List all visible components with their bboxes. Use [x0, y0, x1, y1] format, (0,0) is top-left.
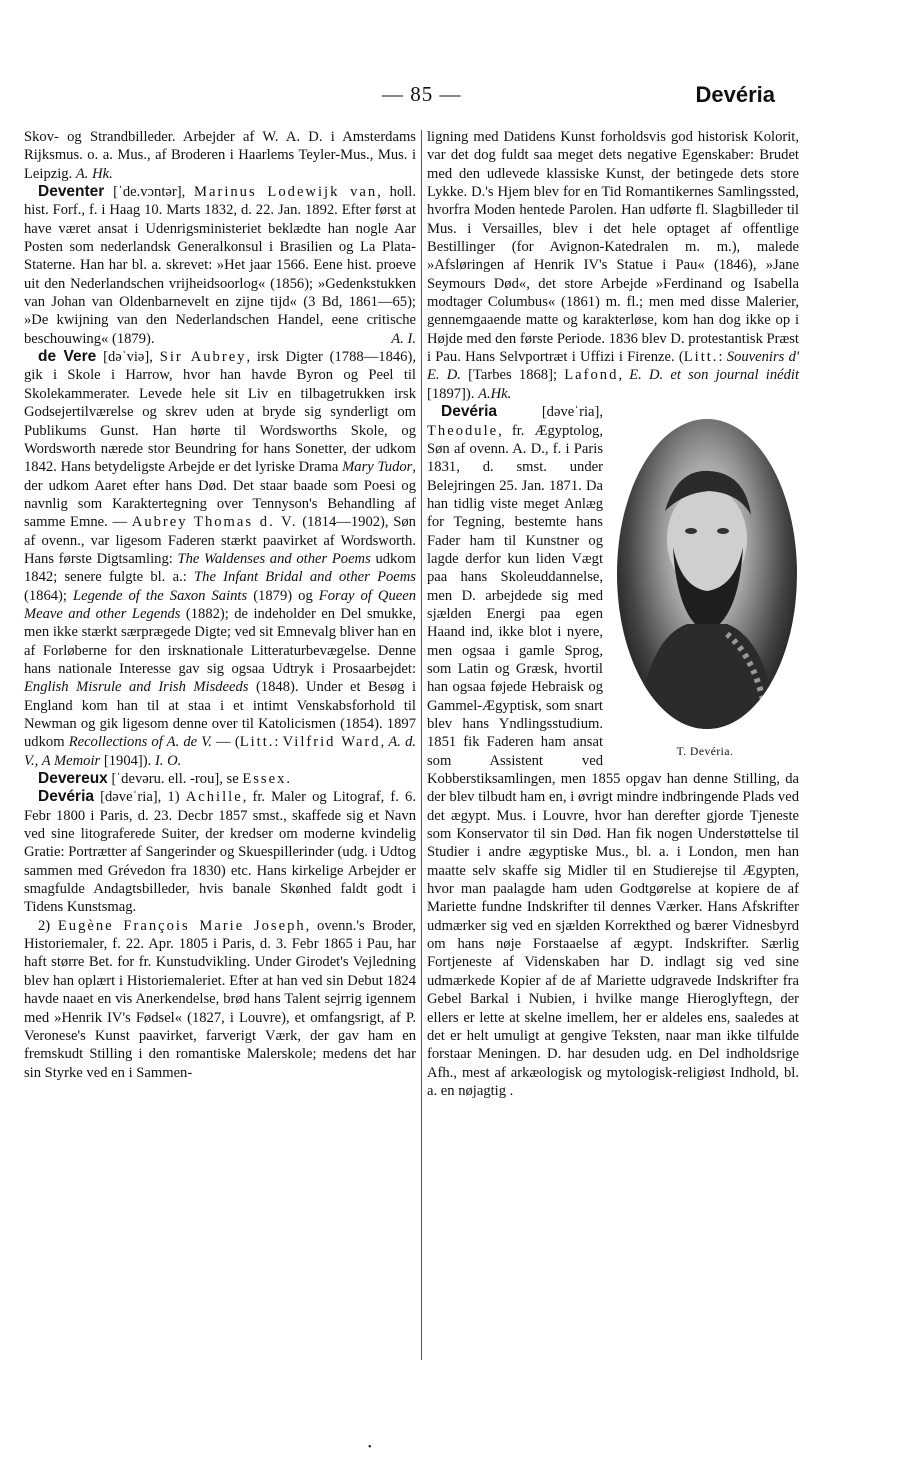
text: Skov- og Strandbilleder. Arbejder af W. A. D. i Amsterdams Rijksmus. o. a. Mus., af Broderen i Haarlems Teyler-Mus., Mus. i Leipzig. — [24, 129, 416, 182]
entry-text: : — [718, 349, 727, 366]
portrait-image — [617, 419, 797, 729]
headword-devereux: Devereux — [38, 770, 108, 788]
entry-text: , fr. Ægyptolog, Søn af ovenn. A. D., f. i Paris 1831, d. smst. under Belejringen 25. Jan. 1871. Da han tidlig viste meget Anlæg for Tegning, bestemte hans Fader ham til Kunstner og lagde derfor kun liden Vægt paa hans Skoleuddannelse, men D. arbejdede sig med sjælden Energi paa egen Haand ind, ikke blot i nyere, men ogsaa i gamle Sprog, som Latin og Græsk, hvortil han ogsaa føjede Hebraisk og Gammel-Ægyptisk, som snart blev hans Yndlingsstudium. 1851 fik Faderen ham ansat som Assistent ved Kobberstiksamlingen, men 1855 opgav han denne Stilling, da der blev tilbudt ham en, i øvrigt mindre indbringende Plads ved det ægypt. Mus. i Louvre, hvor han derefter gjorde Tjeneste som Konservator til sin Død. Han fik nogen Understøttelse til Studier i andre ægyptiske Mus., bl. a. i London, men han maatte selv skaffe sig Midler til en Studierejse til Ægypten, hvor man paalagde ham uden Godtgørelse at kopiere de af Mariette fundne Indskrifter til dennes Værker. Hans Afskrifter udmærker sig ved en sjælden Korrekthed og bærer Vidnesbyrd om hans nøje Forstaaelse af ægypt. Indskrifter. Særlig Fortjeneste af Videnskaben har D. indlagt sig ved sine udmærkede Kopier af de af Mariette udgravede Indskrifter fra Gebel Barkal i Nubien, i hvilke mange Hieroglyftegn, der ellers er lette at skelne imellem, her er aldeles ens, saaledes at det er helt umuligt at gengive Teksten, naar man ikke tilfulde forstaar Meningen. D. har desuden udg. en Del indholdsrige Afh., mest af arkæologisk og mytologisk-religiøst Indhold, bl. a. en nøjagtig . — [427, 422, 799, 1099]
entry-text: (1864); — [24, 587, 74, 604]
entry-devereux — [24, 770, 416, 788]
title-italic: The Infant Bridal and other Poems — [194, 569, 416, 586]
entry-deveria-achille — [24, 788, 416, 916]
entry-text: , — [618, 367, 630, 384]
pronunciation: [dəveˈria], — [497, 404, 603, 421]
person-name: Marinus Lodewijk van — [194, 184, 378, 201]
person-name: Achille — [185, 789, 243, 806]
running-head: Devéria — [695, 82, 775, 107]
entry-de-vere — [24, 348, 416, 770]
headword-deveria: Devéria — [441, 403, 498, 421]
person-name: Eugène François Marie Joseph — [57, 917, 306, 934]
entry-text: , fr. Maler og Litograf, f. 6. Febr 1800 i Paris, d. 23. Decbr 1857 smst., skaffede sig et Navn ved sine litograferede Suiter, der kredser om moderne kvindelig Gratie: Portrætter af Sangerinder og Skuespillerinder (udg. i Udtog sammen med Grévedon fra 1830) etc. Hans kirkelige Arbejder er smagfulde Andagtsbilleder, hvis banale Skønhed faldt godt i Tidens Kunstsmag. — [24, 789, 416, 916]
pronunciation: [dəveˈria], 1) — [94, 789, 186, 806]
entry-text: . — [286, 771, 291, 788]
signature-text: A. I. — [391, 330, 416, 347]
entry-text: , ovenn.'s Broder, Historiemaler, f. 22. Apr. 1805 i Paris, d. 3. Febr 1865 i Pau, har haft større Bet. for fr. Kunstudvikling. Under Girodet's Vejledning blev han oplært i Historiemaleriet. Efter at han ved sin Debut 1824 havde naaet en vis Anerkendelse, brød hans Talent sejrrig igennem med »Henrik IV's Fødsel« (1827, i Louvre), et omfangsrigt, af P. Veronese's Kunst paavirket, farverigt Værk, der gav ham en fremskudt Stilling i den romantiske Malerskole; medens det har sin Styrke ved en i Sammen- — [24, 917, 416, 1081]
title-italic: Legende of the Saxon Saints — [73, 587, 248, 604]
title-italic: Recollections of A. de V. — [68, 734, 212, 751]
page-header — [0, 82, 920, 114]
pronunciation: [dəˈviə], — [96, 349, 160, 366]
entry-text: , der udkom Aaret efter hans Død. Det staar baade som Poesi og navnlig som Karaktertegning over Tennyson's Behandling af samme Emne. — — [24, 459, 417, 531]
pronunciation: [ˈde.vɔntər], — [104, 184, 195, 201]
title-italic: Foray of Queen Meave and other Legends — [24, 587, 416, 622]
headword-deventer: Deventer — [38, 183, 105, 201]
entry-deventer — [24, 183, 416, 348]
signature: A. Hk. — [75, 165, 113, 182]
entry-text: [1897]). — [427, 385, 479, 402]
title-italic: Mary Tudor — [342, 459, 413, 476]
person-name: Theodule — [427, 422, 499, 439]
title-italic: E. D. et son journal inédit — [629, 367, 800, 384]
page-number: — 85 — — [382, 82, 462, 106]
signature: I. O. — [154, 752, 182, 769]
entry-text: [Tarbes 1868]; — [460, 367, 565, 384]
person-name: Sir Aubrey — [159, 349, 247, 366]
signature — [377, 330, 416, 348]
left-column — [24, 128, 416, 1082]
litt-label: Litt. — [239, 734, 275, 751]
title-italic: Souvenirs d' E. D. — [427, 349, 799, 384]
entry-text: , irsk Digter (1788—1846), gik i Skole i Harrow, hvor han havde Byron og Peel til Skolekammerater. Levede hele sit Liv en tilbagetrukken irsk Godsejertilværelse og skrev uden at bryde sig synderligt om Publikums Gunst. Han hørte til Wordsworths Skole, og Wordsworth nærede stor Beundring for hans Sonetter, der udkom 1842. Hans betydeligste Arbejde er det lyriske Drama — [24, 349, 416, 476]
entry-text: : — [274, 734, 283, 751]
portrait-drawing — [617, 419, 797, 729]
entry-text: , holl. hist. Forf., f. i Haag 10. Marts 1832, d. 22. Jan. 1892. Efter først at have været ansat i Udenrigsministeriet beklædte han nogle Aar Posten som nederlandsk Generalkonsul i Brasilien og La Plata-Staterne. Han har bl. a. skrevet: »Het jaar 1566. Eene hist. proeve uit den Nederlandschen vrijheidsoorlog« (1856); »Gedenkstukken van Johan van Oldenbarnevelt en zijne tijd« (3 Bd, 1861—65); »De kwijning van den Nederlandschen Handel, eene critische beschouwing« (1879). — [24, 184, 416, 347]
entry-deveria-eugene — [24, 917, 416, 1082]
entry-text: , — [380, 734, 389, 751]
entry-number: 2) — [38, 917, 58, 934]
entry-continuation — [24, 128, 416, 183]
person-name: Vilfrid Ward — [282, 734, 381, 751]
right-column — [427, 128, 799, 1100]
speck: • — [368, 1442, 372, 1453]
cross-reference: Essex — [242, 771, 287, 788]
entry-text: ligning med Datidens Kunst forholdsvis god historisk Kolorit, var det dog fuldt saa meget dets negative Egenskaber: Brudet med den udlevede klassiske Kunst, der betingede dets store Lykke. D.'s Hjem blev for en Tid Romantikernes Samlingssted, hvorfra Moden hentede Parolen. Han udførte fl. Slagbilleder til Mus. i Versailles, blev i det hele optaget af offentlige Bestillinger (for Avignon-Katedralen m. m.), malede »Afsløringen af Henrik IV's Statue i Pau« (1846), »Jane Seymours Død«, det store Arbejde »Ferdinand og Isabella modtager Columbus« (1861) m. fl.; men med disse Malerier, gennemgaaende matte og karakterløse, kom han dog ikke op i Højde med den første Periode. 1836 blev D. protestantisk Præst i Pau. Hans Selvportræt i Uffizi i Firenze. ( — [427, 129, 799, 366]
entry-continuation-eugene — [427, 128, 799, 403]
headword-de-vere: de Vere — [38, 348, 97, 366]
column-divider — [421, 130, 422, 1360]
entry-text: (1848). Under et Besøg i England kom han til at staa i et intimt Venskabsforhold til Newman og gik ligesom denne over til Katolicismen (1854). 1897 udkom — [24, 679, 416, 751]
signature: A.Hk. — [478, 385, 512, 402]
title-italic: English Misrule and Irish Misdeeds — [24, 679, 249, 696]
entry-text: [ˈdevəru. ell. -rou], se — [107, 771, 243, 788]
entry-text: (1879) og — [247, 587, 319, 604]
litt-label: Litt. — [683, 349, 719, 366]
title-italic: A. d. V., A Memoir — [24, 734, 417, 769]
title-italic: The Waldenses and other Poems — [177, 550, 371, 567]
portrait-figure — [611, 419, 799, 763]
entry-text: — ( — [211, 734, 240, 751]
headword-deveria: Devéria — [38, 788, 95, 806]
person-name: Lafond — [564, 367, 619, 384]
entry-text: [1904]). — [100, 752, 155, 769]
entry-text: (1882); de indeholder en Del smukke, men ikke stærkt særprægede Digte; ved sit Emnevalg bliver han en af Forløberne for den irsknationale Litteraturbevægelse. Denne hans nationale Interesse gav sig ogsaa Udtryk i Prosaarbejdet: — [24, 605, 416, 677]
entry-text: (1814—1902), Søn af ovenn., var ligesom Faderen stærkt paavirket af Wordsworth. Hans første Digtsamling: — [24, 514, 416, 567]
portrait-caption: T. Devéria. — [676, 746, 734, 759]
person-name: Aubrey Thomas d. V. — [131, 514, 298, 531]
entry-text: udkom 1842; senere fulgte bl. a.: — [24, 550, 416, 586]
